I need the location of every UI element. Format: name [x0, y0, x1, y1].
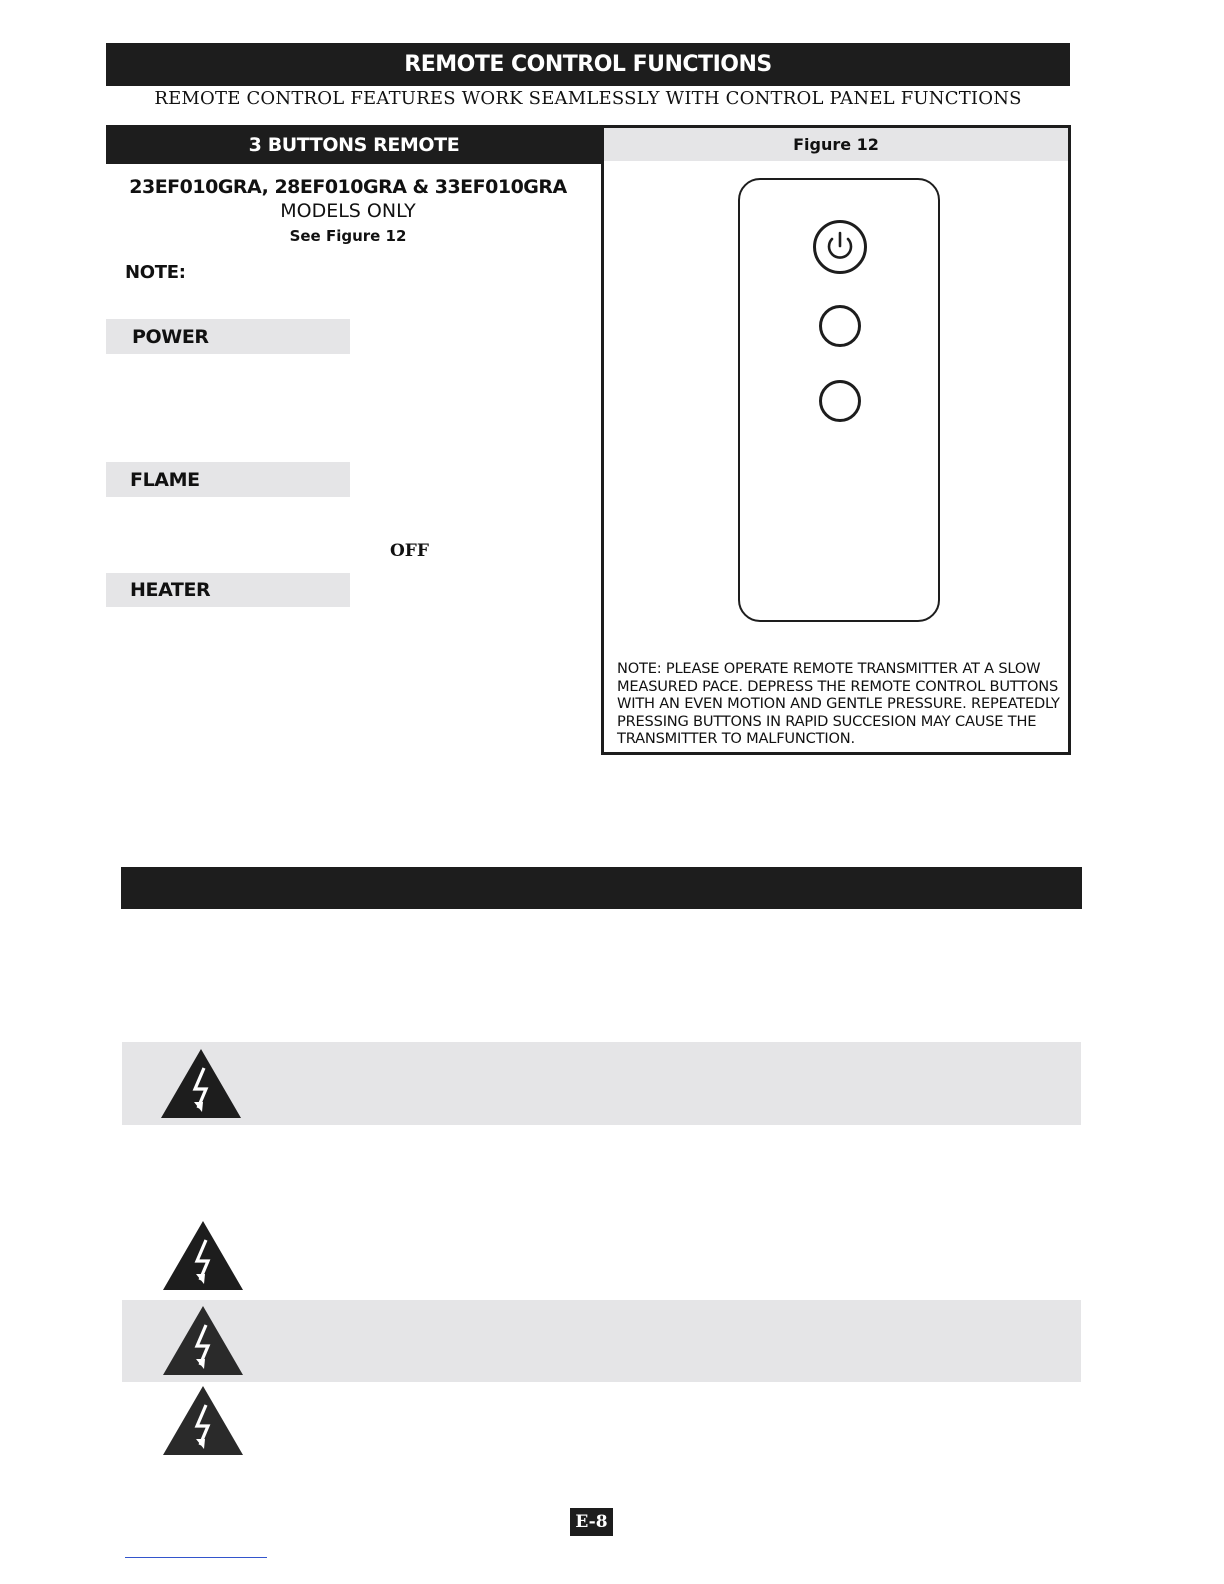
- bottom-rule: [125, 1557, 267, 1558]
- figure-12-panel: [601, 125, 1071, 755]
- heater-label-box: [106, 573, 350, 607]
- electric-shock-warning-icon: [160, 1048, 242, 1120]
- see-figure-label: See Figure 12: [289, 227, 407, 245]
- warning-band-2: [122, 1300, 1081, 1382]
- heater-button: [819, 380, 861, 422]
- power-label: POWER: [132, 325, 209, 348]
- power-button: [813, 220, 867, 274]
- flame-label-box: [106, 462, 350, 497]
- section-header-bar: [121, 867, 1082, 909]
- figure-note: NOTE: PLEASE OPERATE REMOTE TRANSMITTER AT A SLOW MEASURED PACE. DEPRESS THE REMOTE CONTROL BUTTONS WITH AN EVEN MOTION AND GENTLE PRESSURE. REPEATEDLY PRESSING BUTTONS IN RAPID SUCCESION MAY CAUSE THE TRANSMITTER TO MALFUNCTION.: [617, 660, 1060, 747]
- flame-button: [819, 305, 861, 347]
- figure-title: Figure 12: [604, 128, 1068, 161]
- power-label-box: [106, 319, 350, 354]
- page-subtitle: REMOTE CONTROL FEATURES WORK SEAMLESSLY WITH CONTROL PANEL FUNCTIONS: [154, 88, 1022, 109]
- warning-band-1: [122, 1042, 1081, 1125]
- heater-label: HEATER: [130, 579, 211, 601]
- electric-shock-warning-icon: [162, 1305, 244, 1377]
- models-list: 23EF010GRA, 28EF010GRA & 33EF010GRA: [129, 176, 567, 198]
- power-icon: [816, 223, 864, 271]
- models-only-label: MODELS ONLY: [280, 200, 416, 222]
- remote-control-illustration: [738, 178, 940, 622]
- section-title-3-buttons-remote: 3 BUTTONS REMOTE: [106, 125, 602, 164]
- models-block: [106, 176, 590, 245]
- note-label: NOTE:: [125, 262, 186, 283]
- page-number: E-8: [570, 1508, 613, 1536]
- page-title: REMOTE CONTROL FUNCTIONS: [106, 43, 1070, 86]
- electric-shock-warning-icon: [162, 1385, 244, 1457]
- flame-label: FLAME: [130, 468, 200, 491]
- off-text: OFF: [390, 541, 429, 561]
- electric-shock-warning-icon: [162, 1220, 244, 1292]
